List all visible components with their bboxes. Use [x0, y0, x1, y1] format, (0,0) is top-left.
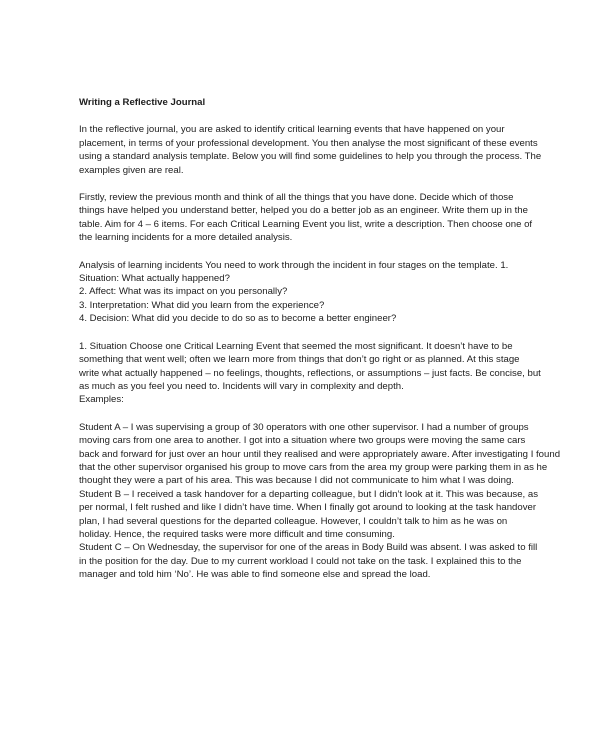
firstly-line: the learning incidents for a more detailed analysis. [79, 232, 293, 244]
document-title: Writing a Reflective Journal [79, 97, 206, 108]
analysis-line: Analysis of learning incidents You need to work through the incident in four stages on the template. 1. [79, 259, 509, 271]
intro-line: examples given are real. [79, 164, 184, 176]
example-line: that the other supervisor organised his group to move cars from the area my group were parking them in as he [79, 461, 548, 473]
example-line: back and forward for just over an hour until they realised and were appropriately aware. After investigating I found [79, 448, 561, 460]
examples-label: Examples: [79, 394, 124, 406]
example-line: in the position for the day. Due to my current workload I could not take on the task. I explained this to the [79, 555, 522, 567]
analysis-line: 3. Interpretation: What did you learn from the experience? [79, 299, 325, 311]
situation-line: 1. Situation Choose one Critical Learning Event that seemed the most significant. It doesn’t have to be [79, 340, 513, 352]
firstly-line: Firstly, review the previous month and think of all the things that you have done. Decide which of those [79, 192, 514, 204]
document-body [79, 96, 561, 582]
example-line: per normal, I felt rushed and like I didn’t have time. When I finally got around to looking at the task handover [79, 502, 537, 514]
example-line: holiday. Hence, the required tasks were more difficult and time consuming. [79, 528, 395, 540]
firstly-paragraph [79, 191, 545, 245]
analysis-line: 4. Decision: What did you decide to do so as to become a better engineer? [79, 313, 397, 325]
firstly-line: things have helped you understand better, helped you do a better job as an engineer. Write them up in the [79, 205, 528, 217]
example-line: thought they were a part of his area. This was because I did not communicate to him what I was doing. [79, 475, 514, 487]
example-line: Student C – On Wednesday, the supervisor for one of the areas in Body Build was absent. I was asked to fill [79, 542, 538, 554]
intro-line: using a standard analysis template. Below you will find some guidelines to help you through the process. The [79, 151, 542, 163]
example-line: manager and told him ‘No’. He was able to find someone else and spread the load. [79, 569, 431, 581]
analysis-line: Situation: What actually happened? [79, 273, 230, 285]
situation-line: something that went well; often we learn more from things that don’t go right or as planned. At this stage [79, 354, 520, 366]
situation-line: write what actually happened – no feelings, thoughts, reflections, or assumptions – just facts. Be concise, but [79, 367, 541, 379]
intro-line: In the reflective journal, you are asked to identify critical learning events that have happened on your [79, 124, 505, 136]
example-line: Student B – I received a task handover for a departing colleague, but I didn’t look at it. This was because, as [79, 488, 539, 500]
examples-paragraph [79, 421, 561, 582]
example-line: moving cars from one area to another. I got into a situation where two groups were moving the same cars [79, 435, 526, 447]
analysis-paragraph [79, 259, 545, 326]
analysis-line: 2. Affect: What was its impact on you personally? [79, 286, 288, 298]
situation-paragraph [79, 340, 545, 407]
intro-paragraph [79, 123, 545, 177]
intro-line: placement, in terms of your professional development. You then analyse the most significant of these events [79, 137, 538, 149]
firstly-line: table. Aim for 4 – 6 items. For each Critical Learning Event you list, write a description. Then choose one of [79, 218, 533, 230]
situation-line: as much as you feel you need to. Incidents will vary in complexity and depth. [79, 380, 404, 392]
example-line: plan, I had several questions for the departed colleague. However, I couldn’t talk to him as he was on [79, 515, 508, 527]
example-line: Student A – I was supervising a group of 30 operators with one other supervisor. I had a number of groups [79, 421, 529, 433]
